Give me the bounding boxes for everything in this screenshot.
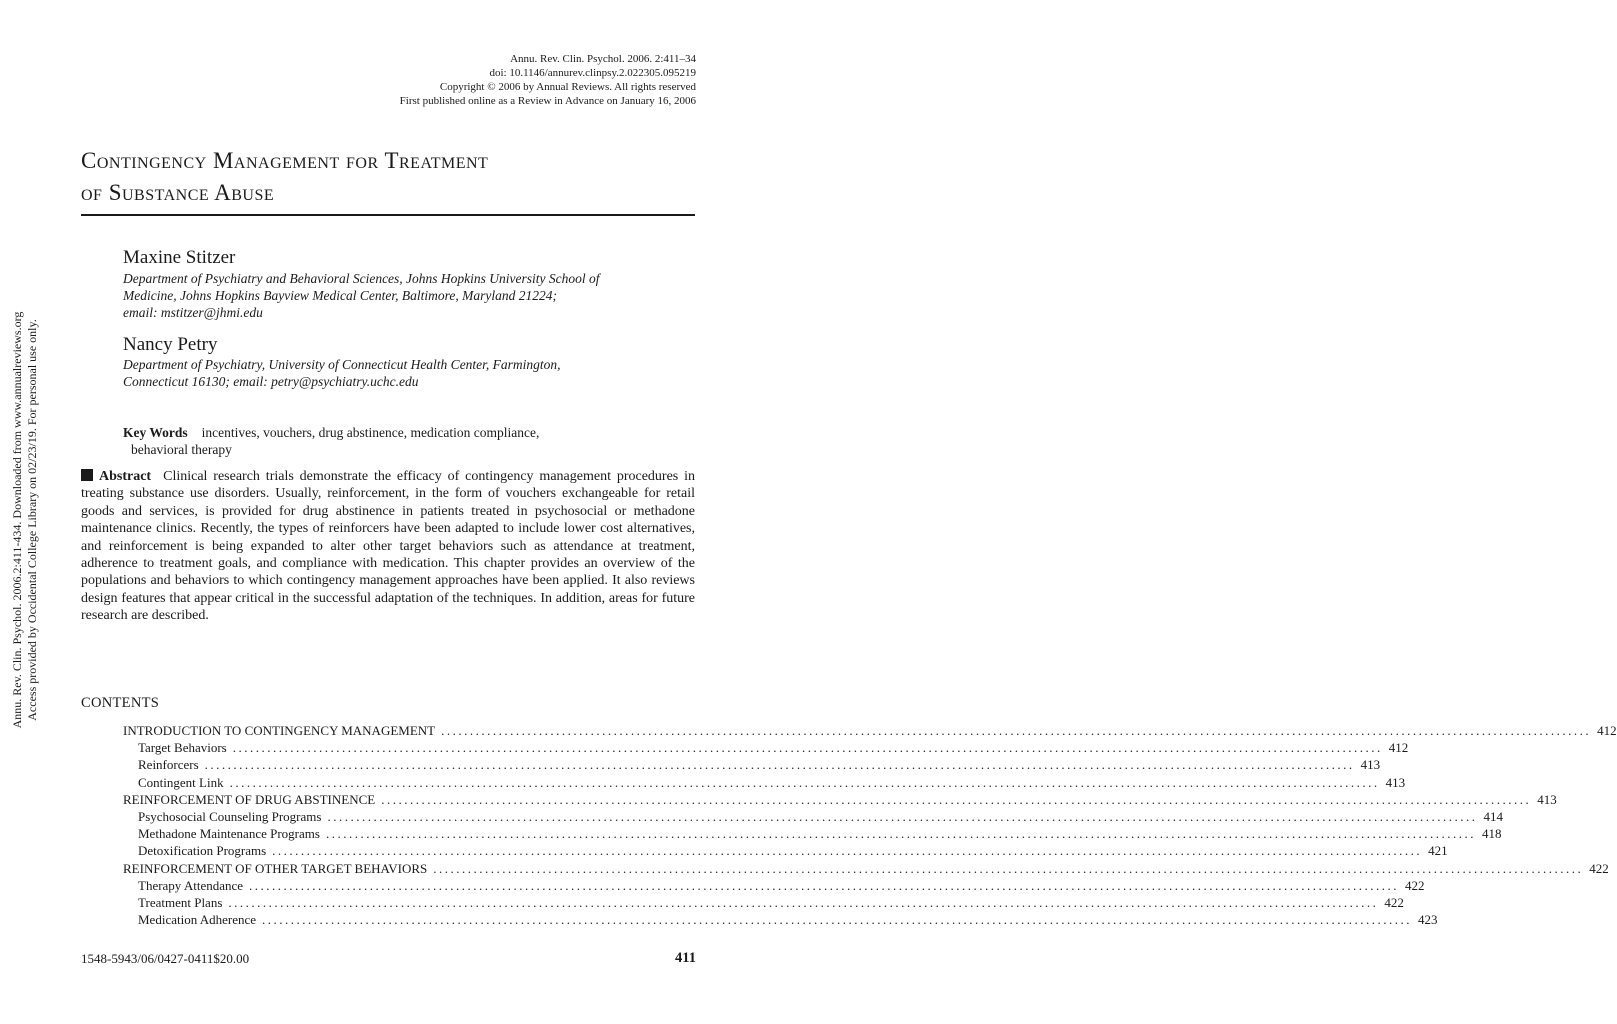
toc-leader-dots: ........................................................................................................................................................................................................ (228, 894, 1379, 910)
toc-entry-label: Medication Adherence (138, 912, 257, 928)
toc-leader-dots: ........................................................................................................................................................................................................ (433, 860, 1584, 876)
toc-entry-page: 412 (1388, 740, 1409, 756)
toc-entry-page: 422 (1589, 860, 1609, 876)
toc-entry-label: Reinforcers (138, 757, 199, 773)
toc-entry-page: 412 (1597, 723, 1617, 738)
affiliation-line: Medicine, Johns Hopkins Bayview Medical Center, Baltimore, Maryland 21224; (123, 288, 558, 303)
toc-entry[interactable] (123, 774, 1406, 792)
contents-heading: CONTENTS (81, 695, 160, 711)
toc-entry-label: Psychosocial Counseling Programs (138, 808, 322, 824)
price-code: 1548-5943/06/0427-0411$20.00 (81, 951, 250, 966)
title-line-2: of Substance Abuse (81, 180, 275, 205)
author-name: Nancy Petry (123, 334, 218, 355)
table-of-contents (123, 723, 1617, 929)
toc-entry-page: 413 (1360, 757, 1381, 773)
article-title (81, 145, 701, 209)
toc-entry[interactable] (123, 740, 1409, 757)
toc-entry-page: 422 (1405, 877, 1425, 893)
affiliation-line: Department of Psychiatry, University of Connecticut Health Center, Farmington, (123, 357, 561, 372)
affiliation-line: Department of Psychiatry and Behavioral Sciences, Johns Hopkins University School of (123, 271, 600, 286)
toc-leader-dots: ........................................................................................................................................................................................................ (381, 791, 1532, 807)
toc-leader-dots: ........................................................................................................................................................................................................ (232, 740, 1383, 756)
abstract (81, 468, 695, 625)
toc-entry[interactable] (123, 877, 1425, 895)
toc-entry-page: 418 (1481, 826, 1502, 842)
keywords-label: Key Words (123, 425, 188, 440)
toc-entry-label: Target Behaviors (138, 740, 227, 756)
toc-entry-label: REINFORCEMENT OF DRUG ABSTINENCE (123, 791, 376, 807)
toc-entry[interactable] (123, 912, 1438, 929)
author-name: Maxine Stitzer (123, 247, 236, 268)
toc-entry-label: Detoxification Programs (138, 843, 267, 859)
abstract-label: Abstract (99, 469, 152, 484)
toc-entry[interactable] (123, 860, 1609, 878)
toc-leader-dots: ........................................................................................................................................................................................................ (327, 808, 1478, 824)
toc-leader-dots: ........................................................................................................................................................................................................ (204, 757, 1355, 773)
toc-entry[interactable] (123, 843, 1448, 860)
toc-leader-dots: ........................................................................................................................................................................................................ (229, 774, 1380, 790)
toc-entry-label: REINFORCEMENT OF OTHER TARGET BEHAVIORS (123, 860, 428, 876)
abstract-text: Clinical research trials demonstrate the efficacy of contingency management procedures in treating substance use disorders. Usually, reinforcement, in the form of vouchers exchangeable for retail goods and services, is provided for drug abstinence in patients treated in psychosocial or methadone maintenance clinics. Recently, the types of reinforcers have been adapted to include lower cost alternatives, and reinforcement is being expanded to alter other target behaviors such as attendance at treatment, adherence to treatment goals, and compliance with medication. This chapter provides an overview of the populations and behaviors to which contingency management approaches have been applied. It also reviews design features that appear critical in the successful adaptation of the techniques. In addition, areas for future research are described. (81, 469, 695, 624)
toc-entry[interactable] (123, 723, 1617, 740)
toc-entry-label: Methadone Maintenance Programs (138, 826, 320, 842)
toc-entry-page: 421 (1428, 843, 1448, 859)
copyright: Copyright © 2006 by Annual Reviews. All rights reserved (439, 81, 696, 93)
keywords (123, 424, 703, 458)
toc-entry[interactable] (123, 808, 1503, 826)
download-watermark (10, 200, 40, 840)
watermark-line-1: Annu. Rev. Clin. Psychol. 2006.2:411-434. Downloaded from www.annualreviews.org (10, 311, 24, 729)
author-affiliation (123, 270, 703, 321)
toc-entry-page: 413 (1537, 791, 1557, 807)
toc-entry-page: 422 (1384, 894, 1404, 910)
article-meta (400, 52, 696, 108)
title-rule (81, 214, 695, 216)
toc-entry-label: Contingent Link (138, 774, 224, 790)
toc-entry-page: 414 (1483, 808, 1503, 824)
page-number: 411 (675, 950, 696, 966)
toc-leader-dots: ........................................................................................................................................................................................................ (441, 723, 1592, 738)
title-line-1: Contingency Management for Treatment (81, 148, 489, 173)
toc-leader-dots: ........................................................................................................................................................................................................ (249, 877, 1400, 893)
square-bullet-icon (81, 469, 93, 481)
affiliation-line: Connecticut 16130; email: petry@psychiatry.uchc.edu (123, 374, 419, 389)
toc-entry-label: INTRODUCTION TO CONTINGENCY MANAGEMENT (123, 723, 436, 738)
doi: doi: 10.1146/annurev.clinpsy.2.022305.095219 (489, 67, 696, 79)
author-affiliation (123, 356, 703, 390)
toc-entry[interactable] (123, 894, 1404, 912)
keywords-list: incentives, vouchers, drug abstinence, medication compliance, (201, 425, 540, 440)
toc-entry-label: Treatment Plans (138, 894, 223, 910)
publication-date: First published online as a Review in Advance on January 16, 2006 (399, 95, 696, 107)
toc-leader-dots: ........................................................................................................................................................................................................ (325, 826, 1476, 842)
toc-entry[interactable] (123, 791, 1557, 809)
toc-entry[interactable] (123, 757, 1381, 774)
journal-citation: Annu. Rev. Clin. Psychol. 2006. 2:411–34 (510, 53, 696, 65)
toc-leader-dots: ........................................................................................................................................................................................................ (272, 843, 1423, 859)
toc-leader-dots: ........................................................................................................................................................................................................ (262, 912, 1413, 928)
affiliation-line: email: mstitzer@jhmi.edu (123, 305, 263, 320)
watermark-line-2: Access provided by Occidental College Library on 02/23/19. For personal use only. (25, 319, 39, 721)
toc-entry-page: 423 (1418, 912, 1438, 928)
keywords-list-continued: behavioral therapy (131, 442, 232, 457)
toc-entry[interactable] (123, 826, 1502, 843)
toc-entry-page: 413 (1385, 774, 1406, 790)
toc-entry-label: Therapy Attendance (138, 877, 244, 893)
